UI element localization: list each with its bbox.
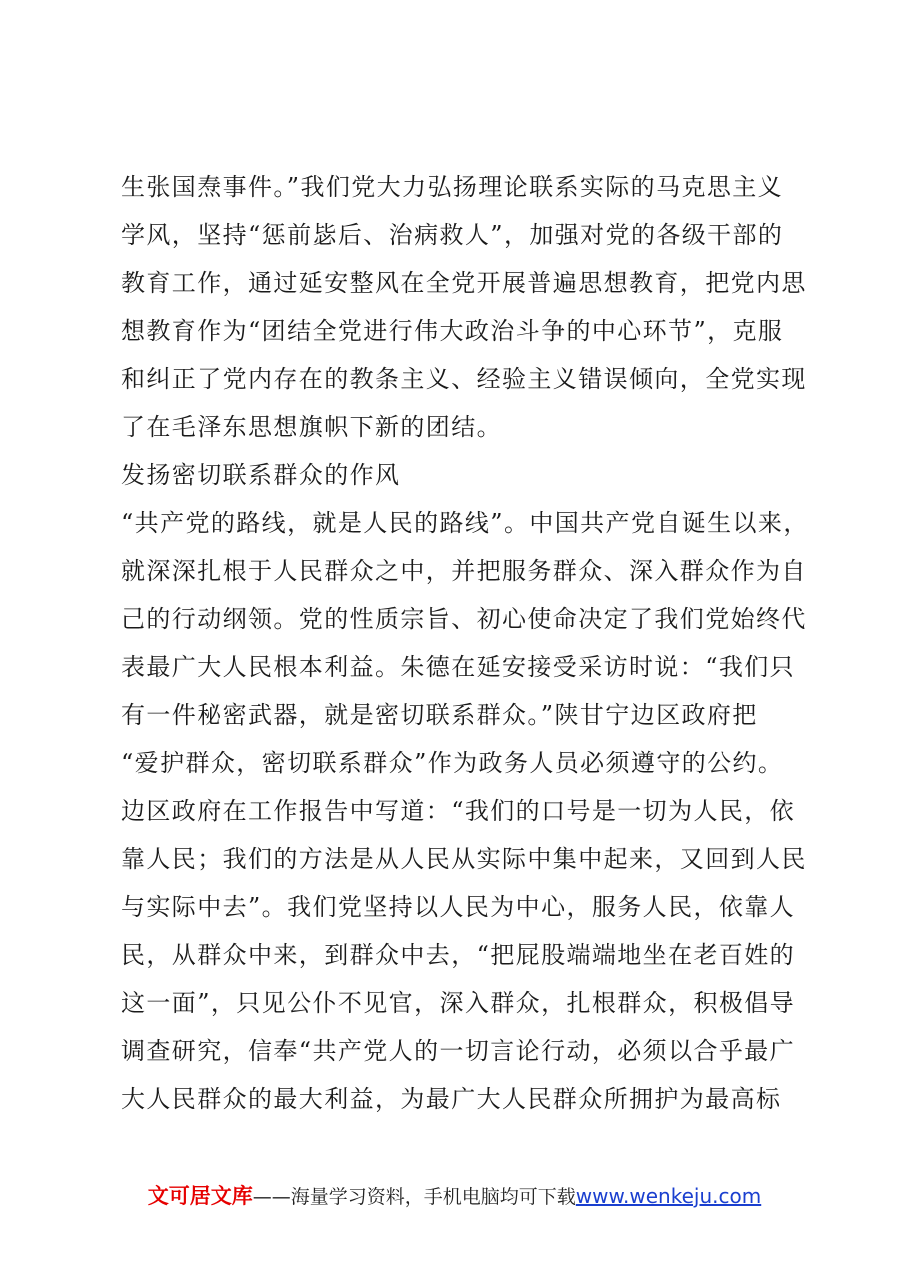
brand-name: 文可居文库 — [147, 1184, 253, 1208]
body-line: 生张国焘事件。”我们党大力弘扬理论联系实际的马克思主义 — [121, 173, 784, 201]
body-line: 这一面”，只见公仆不见官，深入群众，扎根群众，积极倡导 — [121, 989, 796, 1017]
website-link[interactable]: www.wenkeju.com — [575, 1184, 762, 1208]
body-line: 学风，坚持“惩前毖后、治病救人”，加强对党的各级干部的 — [121, 221, 784, 249]
body-line: 调查研究，信奉“共产党人的一切言论行动，必须以合乎最广 — [121, 1037, 796, 1065]
document-body — [121, 163, 811, 1123]
body-line: 己的行动纲领。党的性质宗旨、初心使命决定了我们党始终代 — [121, 605, 807, 633]
body-line: 靠人民；我们的方法是从人民从实际中集中起来，又回到人民 — [121, 845, 807, 873]
body-line: 与实际中去”。我们党坚持以人民为中心，服务人民，依靠人 — [121, 893, 796, 921]
body-line: 和纠正了党内存在的教条主义、经验主义错误倾向，全党实现 — [121, 365, 807, 393]
section-heading: 发扬密切联系群众的作风 — [121, 461, 401, 489]
body-line: 就深深扎根于人民群众之中，并把服务群众、深入群众作为自 — [121, 557, 807, 585]
body-line: 表最广大人民根本利益。朱德在延安接受采访时说：“我们只 — [121, 653, 796, 681]
body-line: 边区政府在工作报告中写道：“我们的口号是一切为人民，依 — [121, 797, 796, 825]
body-line: “共产党的路线，就是人民的路线”。中国共产党自诞生以来， — [121, 509, 809, 537]
footer-banner — [0, 1180, 909, 1213]
body-line: “爱护群众，密切联系群众”作为政务人员必须遵守的公约。 — [121, 749, 784, 777]
footer-tagline: ——海量学习资料，手机电脑均可下载 — [252, 1186, 576, 1208]
body-line: 民，从群众中来，到群众中去，“把屁股端端地坐在老百姓的 — [121, 941, 796, 969]
body-line: 想教育作为“团结全党进行伟大政治斗争的中心环节”，克服 — [121, 317, 784, 345]
body-line: 有一件秘密武器，就是密切联系群众。”陕甘宁边区政府把 — [121, 701, 758, 729]
body-line: 大人民群众的最大利益，为最广大人民群众所拥护为最高标 — [121, 1085, 782, 1113]
body-line: 教育工作，通过延安整风在全党开展普遍思想教育，把党内思 — [121, 269, 807, 297]
body-line: 了在毛泽东思想旗帜下新的团结。 — [121, 413, 502, 441]
